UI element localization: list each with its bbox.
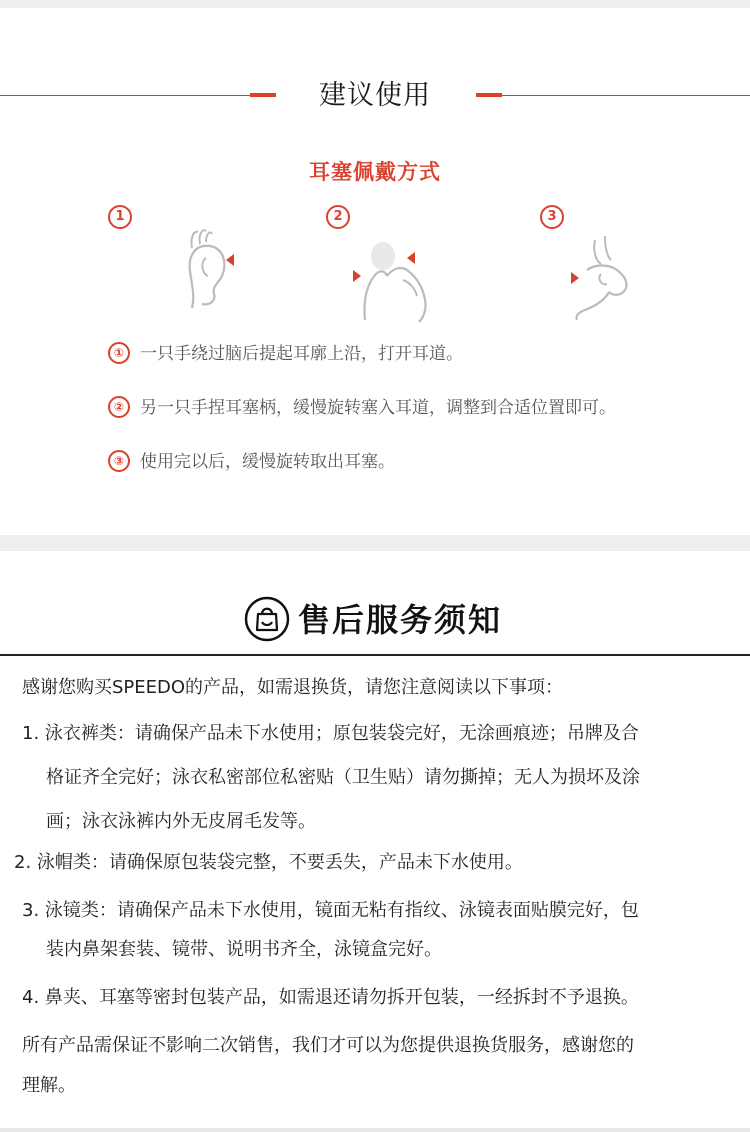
- after-sales-header: [0, 590, 750, 650]
- policy-item-3-line-1: 3. 泳镜类：请确保产品未下水使用，镜面无粘有指纹、泳镜表面贴膜完好，包: [22, 900, 639, 921]
- usage-header: [0, 76, 750, 116]
- policy-item-3-line-2: 装内鼻架套装、镜带、说明书齐全，泳镜盒完好。: [46, 939, 442, 960]
- after-sales-title: 售后服务须知: [298, 601, 503, 639]
- header-line-left: [0, 95, 250, 96]
- instruction-num-3: ③: [108, 450, 130, 472]
- figure-step-2: 2: [326, 205, 350, 229]
- instruction-step-3: [108, 449, 395, 475]
- header-bar-right: [476, 93, 502, 97]
- instruction-step-1: [108, 341, 463, 367]
- after-sales-intro: 感谢您购买SPEEDO的产品，如需退换货，请您注意阅读以下事项：: [22, 677, 564, 698]
- closing-line-2: 理解。: [22, 1075, 76, 1096]
- section-divider: [0, 535, 750, 551]
- usage-section: [0, 8, 750, 535]
- policy-item-4-line-1: 4. 鼻夹、耳塞等密封包装产品，如需退还请勿拆开包装，一经拆封不予退换。: [22, 987, 639, 1008]
- policy-item-1-line-2: 格证齐全完好；泳衣私密部位私密贴（卫生贴）请勿撕掉；无人为损坏及涂: [46, 767, 640, 788]
- earplug-subtitle: 耳塞佩戴方式: [309, 160, 441, 184]
- top-strip: [0, 0, 750, 8]
- after-sales-rule: [0, 654, 750, 656]
- usage-title: 建议使用: [319, 80, 431, 111]
- closing-line-1: 所有产品需保证不影响二次销售，我们才可以为您提供退换货服务，感谢您的: [22, 1035, 634, 1056]
- ear-lift-illustration-icon: [170, 226, 250, 316]
- policy-item-2-line-1: 2. 泳帽类：请确保原包装袋完整，不要丢失，产品未下水使用。: [14, 852, 523, 873]
- instruction-text-1: 一只手绕过脑后提起耳廓上沿，打开耳道。: [140, 344, 463, 364]
- instruction-num-1: ①: [108, 342, 130, 364]
- instruction-text-3: 使用完以后，缓慢旋转取出耳塞。: [140, 452, 395, 472]
- earplug-insert-illustration-icon: [345, 230, 445, 325]
- earplug-remove-illustration-icon: [565, 230, 645, 325]
- bottom-rule: [0, 1128, 750, 1132]
- policy-item-1-line-3: 画；泳衣泳裤内外无皮屑毛发等。: [46, 811, 316, 832]
- header-bar-left: [250, 93, 276, 97]
- policy-item-1-line-1: 1. 泳衣裤类：请确保产品未下水使用；原包装袋完好，无涂画痕迹；吊牌及合: [22, 723, 639, 744]
- instruction-text-2: 另一只手捏耳塞柄，缓慢旋转塞入耳道，调整到合适位置即可。: [140, 398, 616, 418]
- instruction-step-2: [108, 395, 616, 421]
- figure-step-3: 3: [540, 205, 564, 229]
- header-line-right: [502, 95, 750, 96]
- figure-step-1: 1: [108, 205, 132, 229]
- shopping-bag-smile-icon: [244, 596, 290, 642]
- instruction-num-2: ②: [108, 396, 130, 418]
